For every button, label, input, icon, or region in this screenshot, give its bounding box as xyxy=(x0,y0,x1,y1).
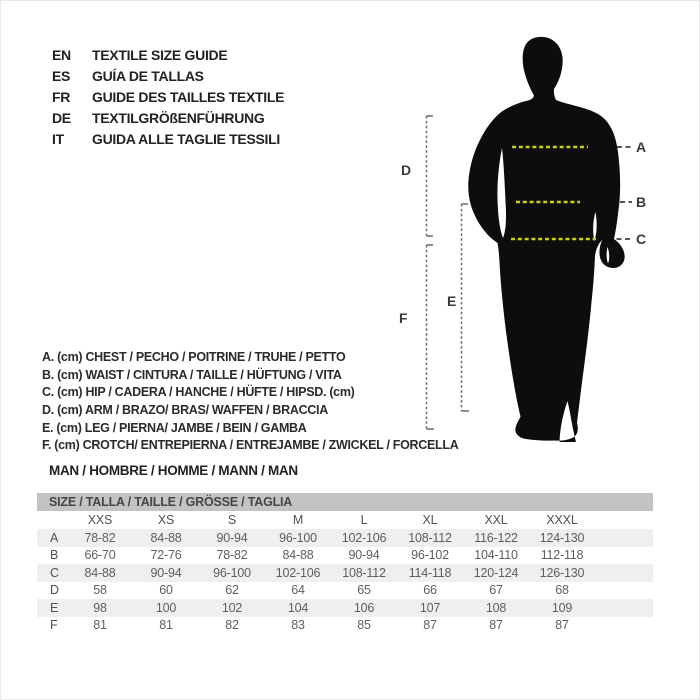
size-value-cell: 78-82 xyxy=(216,548,248,563)
language-title: TEXTILGRÖßENFÜHRUNG xyxy=(92,110,265,126)
size-value-cell: 96-102 xyxy=(411,548,449,563)
size-value-cell: 65 xyxy=(357,583,371,598)
size-value-cell: 66 xyxy=(423,583,437,598)
size-value-cell: 90-94 xyxy=(216,530,248,545)
size-column-header: XXXL xyxy=(546,513,578,527)
language-code: ES xyxy=(52,68,71,84)
size-column-header: XS xyxy=(157,513,175,527)
size-value-cell: 60 xyxy=(159,583,173,598)
category-line: MAN / HOMBRE / HOMME / MANN / MAN xyxy=(49,463,298,478)
size-value-cell: 104-110 xyxy=(474,548,518,563)
size-table xyxy=(37,493,653,634)
row-label: B xyxy=(50,548,59,563)
table-row xyxy=(37,529,653,547)
size-value-cell: 114-118 xyxy=(408,565,452,580)
size-value-cell: 107 xyxy=(419,600,441,615)
legend-row: C. (cm) HIP / CADERA / HANCHE / HÜFTE / HIPSD. (cm) xyxy=(42,385,355,400)
row-label: F xyxy=(50,618,58,633)
row-label: C xyxy=(50,565,59,580)
size-value-cell: 81 xyxy=(93,618,107,633)
size-value-cell: 108-112 xyxy=(342,565,386,580)
size-value-cell: 106 xyxy=(353,600,375,615)
table-row xyxy=(37,582,653,600)
legend-row: F. (cm) CROTCH/ ENTREPIERNA / ENTREJAMBE / ZWICKEL / FORCELLA xyxy=(42,438,459,453)
size-value-cell: 85 xyxy=(357,618,371,633)
language-code: IT xyxy=(52,131,64,147)
size-columns-row xyxy=(37,511,653,529)
table-row xyxy=(37,547,653,565)
size-value-cell: 96-100 xyxy=(279,530,317,545)
size-value-cell: 58 xyxy=(93,583,107,598)
size-value-cell: 68 xyxy=(555,583,569,598)
size-value-cell: 83 xyxy=(291,618,305,633)
legend-row: D. (cm) ARM / BRAZO/ BRAS/ WAFFEN / BRACCIA xyxy=(42,403,328,418)
size-column-header: XXS xyxy=(87,513,113,527)
size-value-cell: 108-112 xyxy=(408,530,452,545)
size-value-cell: 62 xyxy=(225,583,239,598)
size-value-cell: 102-106 xyxy=(341,530,387,545)
size-value-cell: 81 xyxy=(159,618,173,633)
size-value-cell: 112-118 xyxy=(540,548,584,563)
size-value-cell: 126-130 xyxy=(539,565,585,580)
size-value-cell: 90-94 xyxy=(150,565,182,580)
size-value-cell: 84-88 xyxy=(84,565,116,580)
size-value-cell: 87 xyxy=(423,618,437,633)
size-value-cell: 120-124 xyxy=(473,565,519,580)
marker-leg-label: E xyxy=(447,293,457,309)
marker-arm-label: D xyxy=(401,162,412,178)
size-value-cell: 82 xyxy=(225,618,239,633)
size-column-header: M xyxy=(292,513,304,527)
size-value-cell: 84-88 xyxy=(150,530,182,545)
size-value-cell: 64 xyxy=(291,583,305,598)
row-label: A xyxy=(50,530,59,545)
size-value-cell: 90-94 xyxy=(348,548,380,563)
size-column-header: S xyxy=(227,513,237,527)
size-value-cell: 109 xyxy=(551,600,573,615)
language-title: GUÍA DE TALLAS xyxy=(92,68,204,84)
table-row xyxy=(37,617,653,635)
language-code: FR xyxy=(52,89,71,105)
size-value-cell: 102-106 xyxy=(275,565,321,580)
legend-row: E. (cm) LEG / PIERNA/ JAMBE / BEIN / GAMBA xyxy=(42,420,307,435)
size-table-grid xyxy=(37,511,653,634)
size-value-cell: 98 xyxy=(93,600,107,615)
row-label: E xyxy=(50,600,59,615)
size-value-cell: 87 xyxy=(489,618,503,633)
row-label: D xyxy=(50,583,59,598)
size-value-cell: 84-88 xyxy=(282,548,314,563)
marker-chest-label: A xyxy=(636,139,647,155)
size-table-title: SIZE / TALLA / TAILLE / GRÖSSE / TAGLIA xyxy=(37,493,653,511)
legend-row: B. (cm) WAIST / CINTURA / TAILLE / HÜFTUNG / VITA xyxy=(42,367,342,382)
marker-waist-label: B xyxy=(636,194,647,210)
size-value-cell: 96-100 xyxy=(213,565,251,580)
marker-crotch-label: F xyxy=(399,310,408,326)
size-value-cell: 116-122 xyxy=(474,530,518,545)
legend-row: A. (cm) CHEST / PECHO / POITRINE / TRUHE / PETTO xyxy=(42,350,346,364)
marker-hip-label: C xyxy=(636,231,647,247)
size-value-cell: 102 xyxy=(221,600,243,615)
language-code: DE xyxy=(52,110,71,126)
size-value-cell: 124-130 xyxy=(539,530,585,545)
language-title: TEXTILE SIZE GUIDE xyxy=(92,47,228,63)
size-value-cell: 66-70 xyxy=(84,548,116,563)
measurement-legend xyxy=(42,349,458,455)
size-value-cell: 72-76 xyxy=(150,548,182,563)
table-row xyxy=(37,564,653,582)
size-value-cell: 67 xyxy=(489,583,503,598)
language-code: EN xyxy=(52,47,71,63)
size-value-cell: 87 xyxy=(555,618,569,633)
size-column-header: XL xyxy=(422,513,438,527)
size-column-header: L xyxy=(360,513,368,527)
language-title: GUIDE DES TAILLES TEXTILE xyxy=(92,89,285,105)
table-row xyxy=(37,599,653,617)
size-value-cell: 78-82 xyxy=(84,530,116,545)
size-value-cell: 104 xyxy=(287,600,309,615)
size-value-cell: 100 xyxy=(155,600,177,615)
size-column-header: XXL xyxy=(484,513,508,527)
size-value-cell: 108 xyxy=(485,600,507,615)
language-title: GUIDA ALLE TAGLIE TESSILI xyxy=(92,131,280,147)
